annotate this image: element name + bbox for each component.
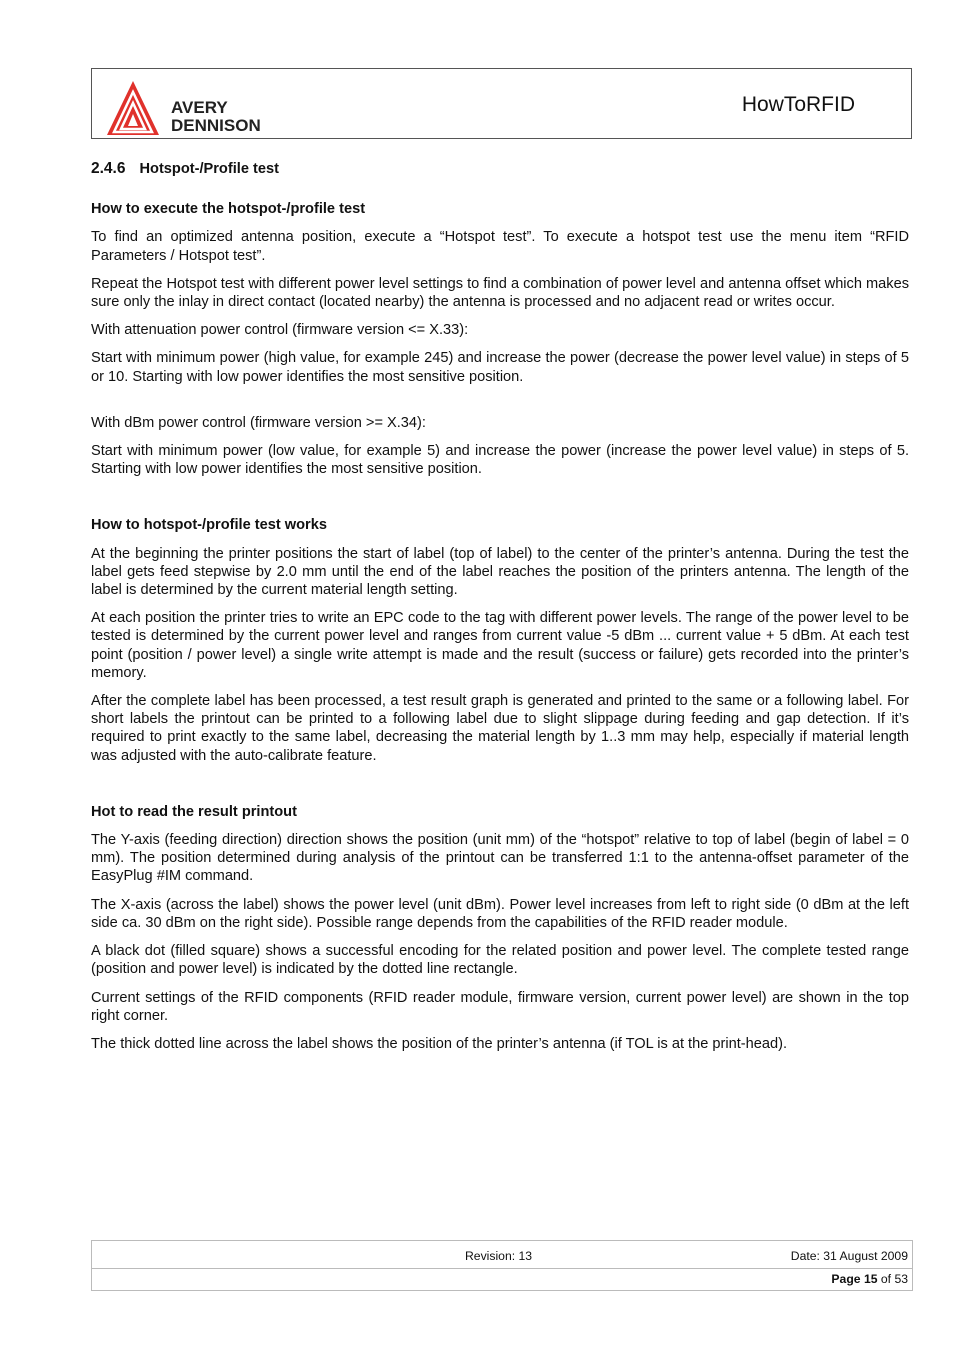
page-label: Page bbox=[831, 1272, 861, 1286]
read-paragraph-3: A black dot (filled square) shows a successful encoding for the related position and power level. The complete tested range (position and power level) is indicated by the dotted line rectangle. bbox=[91, 943, 909, 978]
works-paragraph-2: At each position the printer tries to write an EPC code to the tag with different power levels. The range of the power level to be tested is determined by the current power level and ranges from current value -5 dBm ... current value + 5 dBm. At each test point (position / power level) a single write attempt is made and the result (success or failure) gets recorded into the printer’s memory. bbox=[91, 610, 909, 681]
execute-paragraph-2: Repeat the Hotspot test with different power level settings to find a combination of power level and antenna offset which makes sure only the inlay in direct contact (located nearby) the antenna is processed and no adjacent read or writes occur. bbox=[91, 275, 909, 311]
read-paragraph-1: The Y-axis (feeding direction) direction shows the position (unit mm) of the “hotspot” relative to top of label (begin of label = 0 mm). The position determined during analysis of the printout can be transferred 1:1 to the antenna-offset parameter of the EasyPlug #IM command. bbox=[91, 832, 909, 885]
execute-paragraph-5: With dBm power control (firmware version >= X.34): bbox=[91, 414, 426, 431]
footer-row-info bbox=[92, 1241, 912, 1268]
read-paragraph-2: The X-axis (across the label) shows the power level (unit dBm). Power level increases from left to right side (0 dBm at the left side ca. 30 dBm on the right side). Possible range depends from the capabilities of the RFID reader module. bbox=[91, 896, 909, 931]
page-number-text bbox=[831, 1272, 908, 1286]
execute-paragraph-1: To find an optimized antenna position, execute a “Hotspot test”. To execute a hotspot test use the menu item “RFID Parameters / Hotspot test”. bbox=[91, 229, 909, 264]
page-footer bbox=[91, 1240, 913, 1291]
read-paragraph-4: Current settings of the RFID components (RFID reader module, firmware version, current power level) are shown in the top right corner. bbox=[91, 989, 909, 1024]
execute-heading: How to execute the hotspot-/profile test bbox=[91, 201, 366, 218]
read-heading: Hot to read the result printout bbox=[91, 803, 297, 820]
page-header bbox=[91, 68, 912, 139]
logo-text-dennison: DENNISON bbox=[171, 116, 261, 135]
document-title: HowToRFID bbox=[741, 93, 855, 116]
execute-paragraph-3: With attenuation power control (firmware version <= X.33): bbox=[91, 322, 469, 339]
page-number: 15 bbox=[863, 1272, 878, 1286]
page-total: of 53 bbox=[880, 1272, 908, 1286]
logo-text-avery: AVERY bbox=[171, 98, 228, 117]
read-paragraph-5: The thick dotted line across the label shows the position of the printer’s antenna (if TOL is at the print-head). bbox=[91, 1035, 788, 1052]
section-heading bbox=[91, 160, 909, 178]
execute-paragraph-4: Start with minimum power (high value, for example 245) and increase the power (decrease the power level value) in steps of 5 or 10. Starting with low power identifies the most sensitive position. bbox=[91, 350, 909, 385]
works-heading: How to hotspot-/profile test works bbox=[91, 517, 327, 534]
footer-row-page bbox=[92, 1268, 912, 1290]
revision-text: Revision: 13 bbox=[465, 1249, 533, 1263]
section-title: Hotspot-/Profile test bbox=[139, 161, 279, 177]
execute-paragraph-6: Start with minimum power (low value, for example 5) and increase the power (increase the power level value) in steps of 5. Starting with low power identifies the most sensitive position. bbox=[91, 443, 909, 478]
avery-dennison-logo bbox=[105, 79, 280, 137]
page-content bbox=[91, 160, 909, 1063]
works-paragraph-3: After the complete label has been processed, a test result graph is generated and printed to the same or a following label. For short labels the printout can be printed to a following label due to slight slippage during feeding and gap detection. If it’s required to print exactly to the same label, decreasing the material length by 1..3 mm may help, especially if material length was adjusted with the auto-calibrate feature. bbox=[91, 693, 909, 764]
date-text: Date: 31 August 2009 bbox=[790, 1249, 908, 1263]
section-number: 2.4.6 bbox=[91, 160, 126, 177]
works-paragraph-1: At the beginning the printer positions the start of label (top of label) to the center of the printer’s antenna. During the test the label gets feed stepwise by 2.0 mm until the end of the label reaches the position of the printers antenna. The length of the label is determined by the current material length setting. bbox=[91, 545, 909, 599]
